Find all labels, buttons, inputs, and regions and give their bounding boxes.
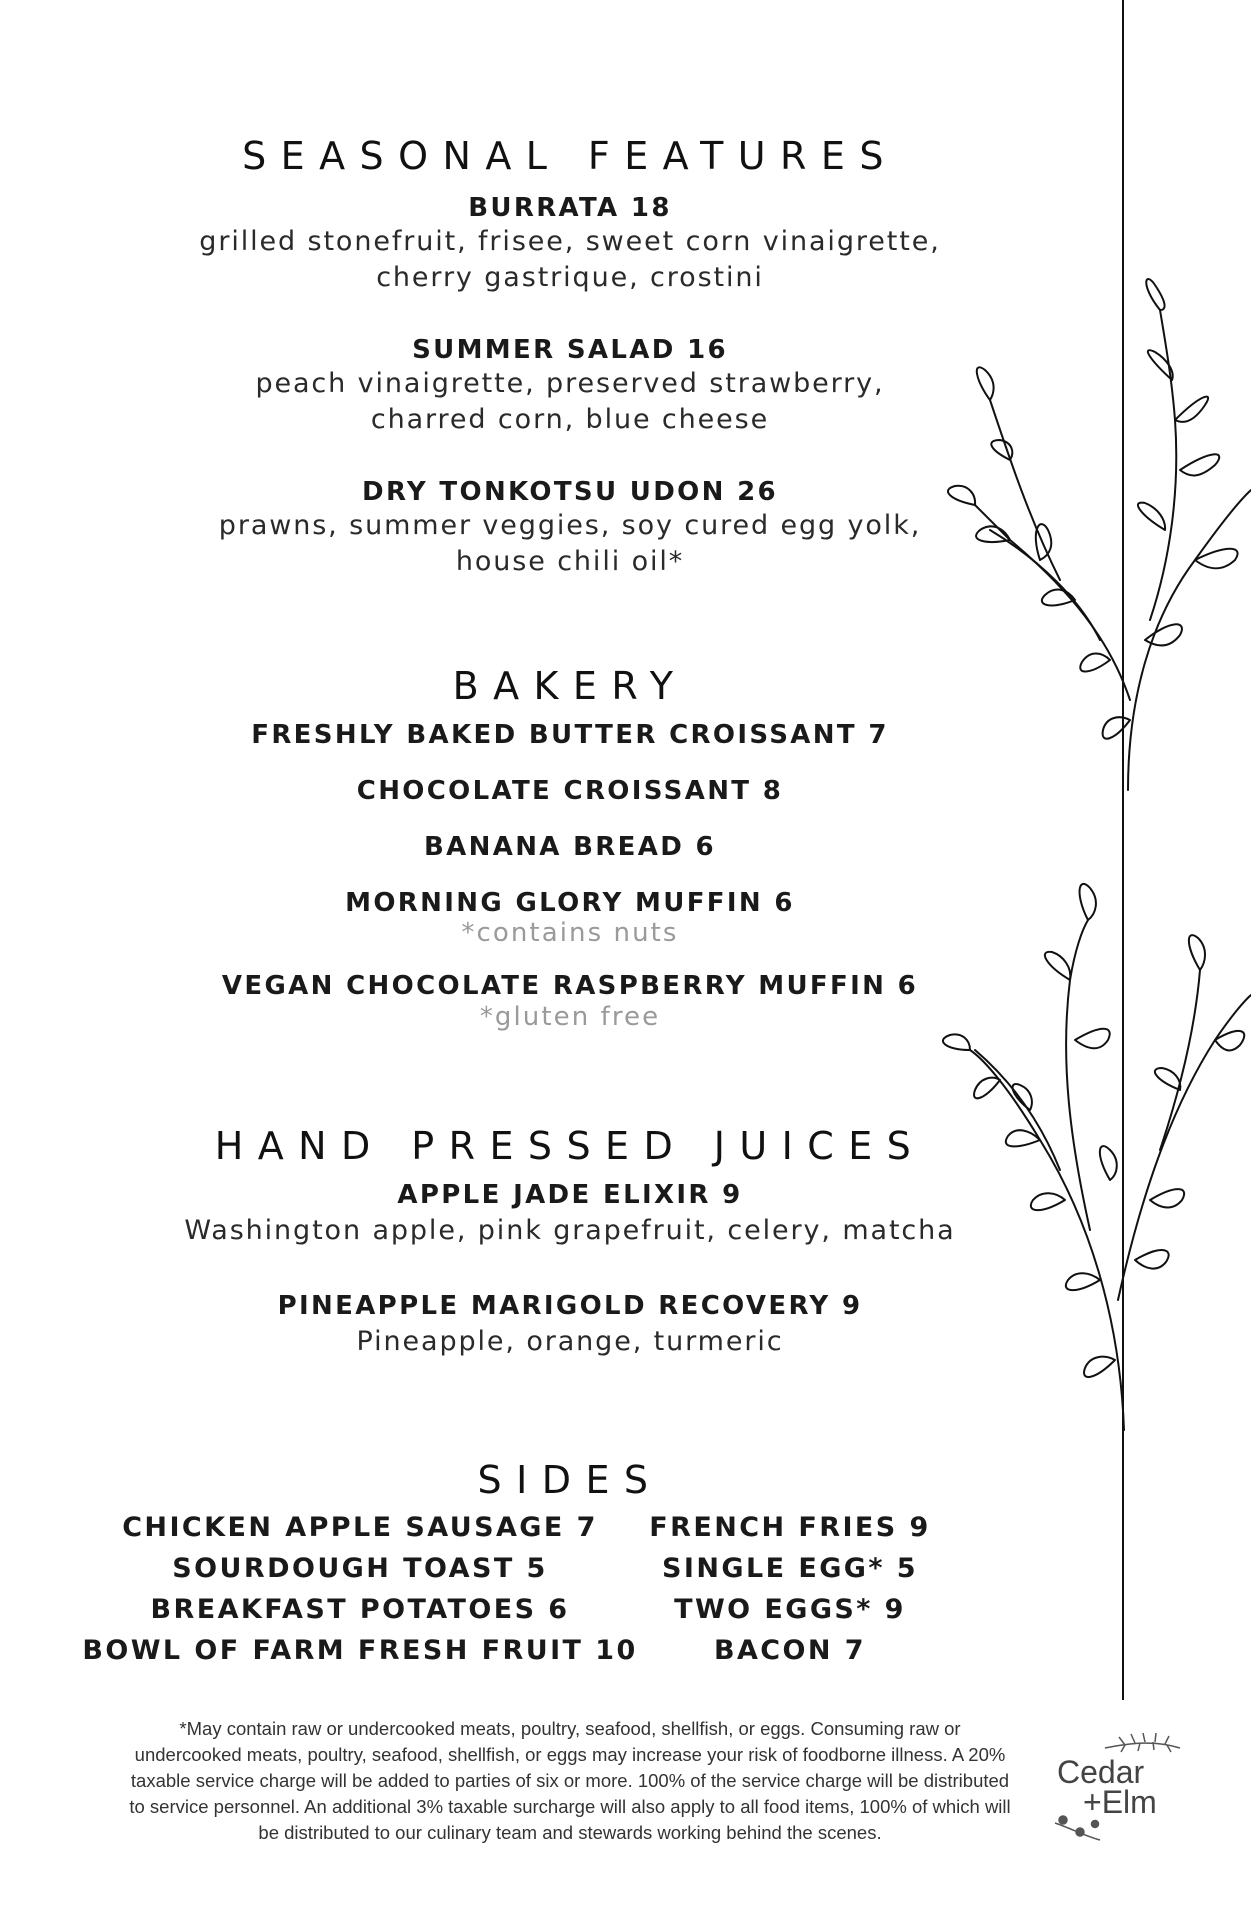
menu-item-note: *contains nuts — [461, 918, 679, 948]
menu-item-name: FRESHLY BAKED BUTTER CROISSANT 7 — [251, 720, 889, 750]
section-title-juices: HAND PRESSED JUICES — [214, 1124, 926, 1168]
menu-item-description: Pineapple, orange, turmeric — [356, 1326, 784, 1357]
menu-item-name: BURRATA 18 — [468, 193, 672, 223]
cedar-elm-logo — [1045, 1728, 1195, 1848]
menu-item-name: PINEAPPLE MARIGOLD RECOVERY 9 — [277, 1291, 863, 1321]
menu-item-description: house chili oil* — [455, 546, 685, 577]
menu-item-note: *gluten free — [479, 1002, 661, 1032]
menu-item-description: peach vinaigrette, preserved strawberry, — [255, 368, 885, 399]
section-title-sides: SIDES — [477, 1458, 663, 1502]
side-item: SINGLE EGG* 5 — [662, 1553, 918, 1584]
side-item: BREAKFAST POTATOES 6 — [150, 1594, 570, 1625]
menu-item-description: prawns, summer veggies, soy cured egg yolk, — [218, 510, 922, 541]
menu-item-name: SUMMER SALAD 16 — [412, 335, 728, 365]
menu-item-name: DRY TONKOTSU UDON 26 — [362, 477, 778, 507]
menu-item-name: BANANA BREAD 6 — [424, 832, 716, 862]
menu-item-description: cherry gastrique, crostini — [376, 262, 764, 293]
section-title-seasonal: SEASONAL FEATURES — [242, 134, 898, 178]
menu-item-description: grilled stonefruit, frisee, sweet corn vinaigrette, — [199, 226, 941, 257]
logo-text-line1: Cedar — [1057, 1754, 1145, 1790]
side-item: CHICKEN APPLE SAUSAGE 7 — [122, 1512, 598, 1543]
side-item: SOURDOUGH TOAST 5 — [172, 1553, 548, 1584]
menu-item-name: CHOCOLATE CROISSANT 8 — [356, 776, 784, 806]
menu-item-name: MORNING GLORY MUFFIN 6 — [345, 888, 795, 918]
menu-item-description: charred corn, blue cheese — [370, 404, 770, 435]
menu-item-name: VEGAN CHOCOLATE RASPBERRY MUFFIN 6 — [221, 971, 919, 1001]
allergy-disclaimer: *May contain raw or undercooked meats, poultry, seafood, shellfish, or eggs. Consuming raw or undercooked meats, poultry, seafood, shellfish, or eggs may increase your risk of foodborne illness. A 20% taxable service charge will be added to parties of six or more. 100% of the service charge will be distributed to service personnel. An additional 3% taxable surcharge will also apply to all food items, 100% of which will be distributed to our culinary team and stewards working behind the scenes. — [129, 1718, 1011, 1843]
side-item: FRENCH FRIES 9 — [649, 1512, 931, 1543]
logo-text-line2: +Elm — [1083, 1784, 1157, 1820]
side-item: BOWL OF FARM FRESH FRUIT 10 — [82, 1635, 638, 1666]
menu-item-description: Washington apple, pink grapefruit, celery, matcha — [184, 1215, 956, 1246]
menu-item-name: APPLE JADE ELIXIR 9 — [397, 1180, 743, 1210]
side-item: BACON 7 — [713, 1635, 867, 1666]
side-item: TWO EGGS* 9 — [674, 1594, 906, 1625]
section-title-bakery: BAKERY — [452, 664, 688, 708]
